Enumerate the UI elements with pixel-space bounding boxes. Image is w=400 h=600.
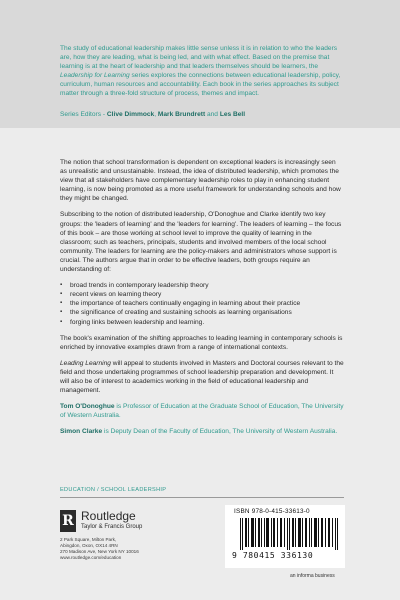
book-title: Leading Learning (60, 359, 111, 367)
series-editors: Series Editors - Clive Dimmock, Mark Brundrett and Les Bell (60, 111, 246, 118)
address-line: 2 Park Square, Milton Park, (60, 537, 117, 542)
author-name: Simon Clarke (60, 428, 103, 436)
series-blurb (60, 44, 344, 99)
address-line: 270 Madison Ave, New York NY 10016 (60, 549, 139, 555)
blurb-tail: series explores the connections between educational leadership, policy, curriculum, human resources and accountability. Each book in the series approaches its subject matter through a three-fold structure of process, themes and impact. (60, 72, 341, 98)
editor-name: Clive Dimmock (106, 111, 155, 118)
author-desc: is Professor of Education at the Graduate School of Education, The University of Western Australia. (60, 403, 344, 420)
isbn-label: ISBN 978-0-415-33613-0 (234, 508, 310, 515)
subject-category: EDUCATION / SCHOOL LEADERSHIP (60, 487, 167, 493)
bullet-item: ▪ the importance of teachers continually engaging in learning about their practice (70, 299, 344, 308)
bullet-item: ▪ forging links between leadership and learning. (70, 318, 344, 327)
bullet-list (60, 281, 344, 326)
paragraph-text: will appeal to students involved in Masters and Doctoral courses relevant to the field and those undertaking programmes of school leadership preparation and development. It will also be of interest to academics working in the field of educational leadership and management. (60, 359, 344, 395)
editor-name: Les Bell (219, 111, 246, 118)
address-line: Abingdon, Oxon, OX14 4RN (60, 543, 118, 549)
author-bio (60, 402, 344, 420)
description-paragraph: The book's examination of the shifting approaches to leading learning in contemporary schools is enriched by innovative examples drawn from a range of international contexts. (60, 334, 343, 351)
author-desc: is Deputy Dean of the Faculty of Education, The University of Western Australia. (102, 428, 338, 436)
barcode-digits: 9 780415 336130 (232, 551, 314, 560)
blurb-text: The study of educational leadership makes little sense unless it is in relation to who the leaders are, how they are leading, what is being led, and with what effect. Based on the premise that learning is at the heart of leadership and that leaders themselves should be learners, the (60, 45, 338, 71)
bullet-item: ▪ recent views on learning theory (70, 290, 344, 299)
barcode-icon (240, 518, 338, 550)
publisher-group: Taylor & Francis Group (81, 524, 143, 530)
informa-label: an informa business (290, 573, 335, 579)
address-line: www.routledge.com/education (60, 555, 122, 561)
publisher-address (60, 537, 139, 561)
description-paragraph: Subscribing to the notion of distributed leadership, O'Donoghue and Clarke identify two key groups: the 'leaders of learning' and the 'leaders for learning'. The leaders of learning – the focus of this book – are those working at school level to improve the quality of learning in the classroom; such as teachers, principals, students and involved members of the local school community. The leaders for learning are the policy-makers and administrators whose support is crucial. The authors argue that in order to be effective leaders, both groups require an understanding of: (60, 211, 342, 274)
bullet-item: ▪ the significance of creating and sustaining schools as learning organisations (70, 308, 344, 317)
author-bio (60, 427, 344, 436)
editor-name: Mark Brundrett (157, 111, 206, 118)
publisher-logo (60, 508, 180, 538)
author-name: Tom O'Donoghue (60, 403, 115, 411)
editors-label: Series Editors - (60, 111, 106, 118)
description-paragraph: The notion that school transformation is dependent on exceptional leaders is increasingly seen as unrealistic and unsustainable. Instead, the idea of distributed leadership, which promotes the view that all stakeholders have complementary leadership roles to play in enhancing student learning, is now being promoted as a more useful framework for understanding schools and how they might be changed. (60, 159, 341, 203)
series-title: Leadership for Learning (60, 72, 130, 80)
divider (60, 497, 344, 498)
bullet-item: ▪ broad trends in contemporary leadership theory (70, 281, 344, 290)
description-paragraph (60, 359, 344, 395)
book-description (60, 158, 344, 443)
publisher-name: Routledge (81, 509, 136, 523)
routledge-logo-icon: R (60, 510, 76, 532)
